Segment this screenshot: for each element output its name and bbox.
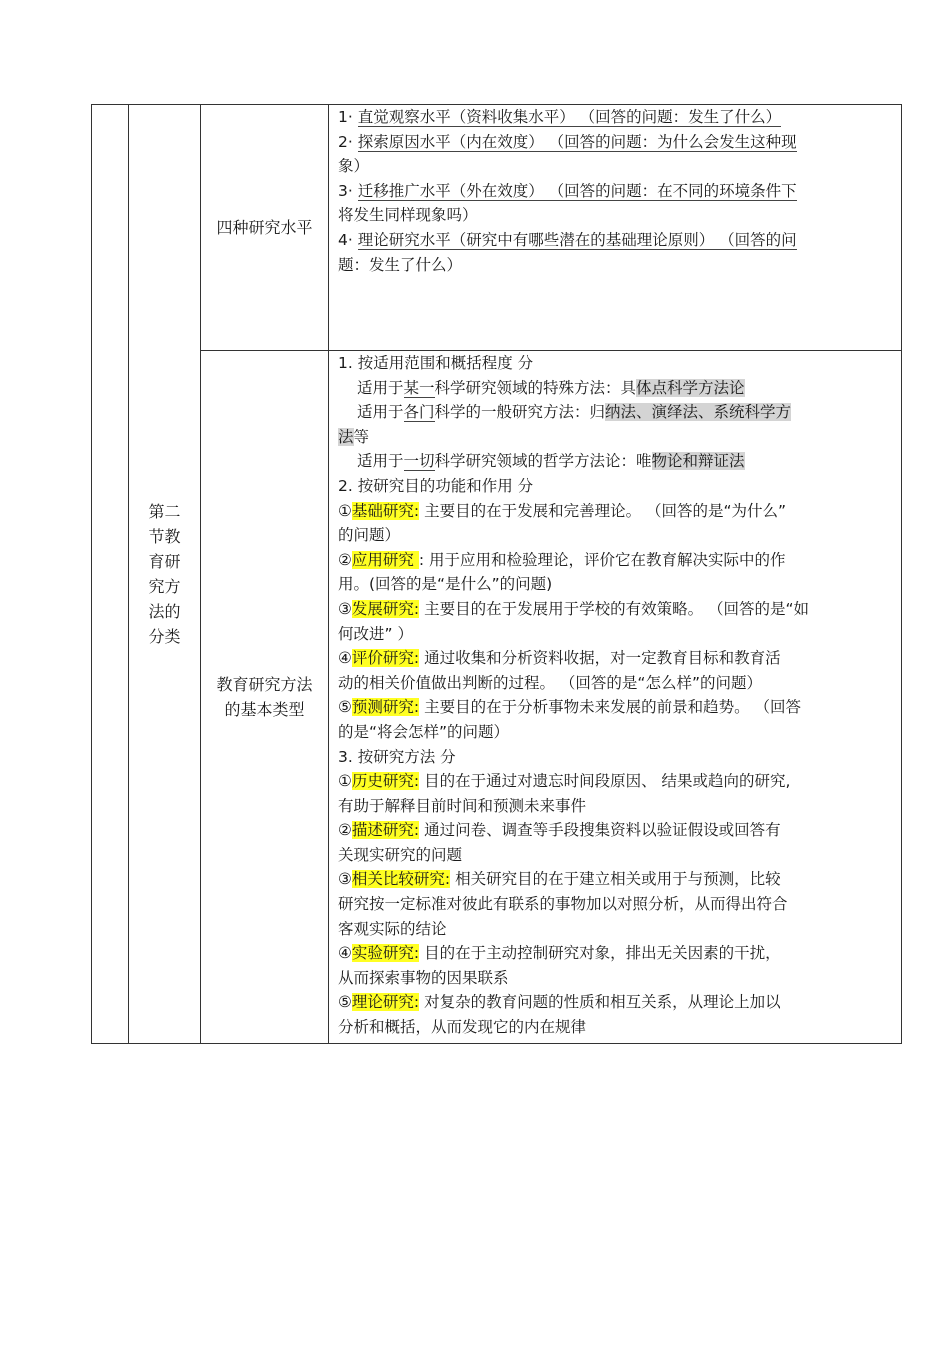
section-title: 第二节教育研究方法的分类 — [148, 502, 181, 646]
item-term: 理论研究: — [351, 993, 420, 1012]
item-term: 应用研究 — [351, 550, 419, 569]
item-line — [338, 1015, 895, 1040]
classification-table — [91, 104, 902, 1044]
research-levels-cell — [329, 105, 902, 351]
level-text: 探索原因水平（内在效度） （回答的问题：为什么会发生这种现 — [357, 132, 797, 151]
scope-highlight: 法 — [338, 427, 354, 446]
item-line — [338, 671, 895, 696]
scope-text: 科学研究领域的特殊方法：具 — [434, 378, 637, 397]
scope-line — [338, 376, 895, 401]
item-text: 通过问卷、调查等手段搜集资料以验证假设或回答有 — [419, 821, 781, 840]
level-text: 迁移推广水平（外在效度） （回答的问题：在不同的环境条件下 — [357, 181, 797, 200]
item-line — [338, 818, 895, 843]
level-number: 4· — [338, 230, 358, 249]
scope-highlight: 物论和辩证法 — [651, 452, 745, 471]
item-text: 的是“将会怎样”的问题） — [338, 722, 510, 741]
level-line — [338, 130, 895, 155]
item-line — [338, 597, 895, 622]
item-text: 从而探索事物的因果联系 — [338, 968, 509, 987]
group-heading: 1. 按适用范围和概括程度 分 — [338, 354, 534, 372]
table-row — [92, 351, 902, 1044]
item-line — [338, 548, 895, 573]
category-cell — [201, 105, 329, 351]
item-text: 主要目的在于发展和完善理论。 （回答的是“为什么” — [419, 501, 787, 520]
item-text: 客观实际的结论 — [338, 919, 447, 938]
level-text: 题：发生了什么） — [338, 255, 463, 274]
item-line — [338, 523, 895, 548]
item-term: 相关比较研究: — [351, 870, 451, 889]
section-title-cell — [129, 105, 201, 1044]
item-number: ③ — [338, 870, 352, 889]
table-row — [92, 105, 902, 351]
scope-underline: 各门 — [403, 403, 435, 422]
item-text: 对复杂的教育问题的性质和相互关系，从理论上加以 — [419, 993, 781, 1012]
item-number: ④ — [338, 944, 352, 963]
item-number: ② — [338, 821, 352, 840]
level-number: 3· — [338, 181, 358, 200]
item-line — [338, 499, 895, 524]
item-text: 有助于解释目前时间和预测未来事件 — [338, 796, 587, 815]
scope-underline: 某一 — [403, 378, 435, 397]
item-text: 通过收集和分析资料收据，对一定教育目标和教育活 — [419, 649, 781, 668]
level-text: 象） — [338, 157, 370, 176]
group-heading: 3. 按研究方法 分 — [338, 747, 456, 766]
item-text: 研究按一定标准对彼此有联系的事物加以对照分析，从而得出符合 — [338, 895, 788, 914]
category-cell — [201, 351, 329, 1044]
item-text: 分析和概括，从而发现它的内在规律 — [338, 1018, 587, 1037]
item-line — [338, 990, 895, 1015]
item-text: 目的在于通过对遗忘时间段原因、 结果或趋向的研究, — [419, 772, 791, 791]
item-line — [338, 646, 895, 671]
level-line — [338, 154, 895, 179]
item-number: ④ — [338, 649, 352, 668]
item-text: 目的在于主动控制研究对象，排出无关因素的干扰， — [419, 944, 781, 963]
item-text: 何改进” ） — [338, 624, 413, 643]
item-text: 主要目的在于发展用于学校的有效策略。 （回答的是“如 — [419, 599, 810, 618]
item-number: ① — [338, 772, 352, 791]
item-number: ⑤ — [338, 993, 352, 1012]
method-types-cell — [329, 351, 902, 1044]
category-label: 四种研究水平 — [216, 218, 313, 237]
level-line — [338, 105, 895, 130]
blank-chapter-cell — [92, 105, 129, 1044]
scope-text: 适用于 — [357, 452, 404, 471]
item-line — [338, 769, 895, 794]
item-line — [338, 892, 895, 917]
scope-text: 科学研究领域的哲学方法论：唯 — [434, 452, 652, 471]
scope-text: 等 — [353, 427, 370, 446]
item-term: 历史研究: — [351, 772, 420, 791]
scope-text: 科学的一般研究方法：归 — [434, 403, 606, 422]
item-line — [338, 941, 895, 966]
item-line — [338, 966, 895, 991]
scope-text: 适用于 — [357, 378, 404, 397]
group-heading: 2. 按研究目的功能和作用 分 — [338, 476, 534, 495]
item-number: ① — [338, 501, 352, 520]
item-line — [338, 794, 895, 819]
scope-line — [338, 400, 895, 425]
scope-line — [338, 425, 895, 450]
item-text: 动的相关价值做出判断的过程。 （回答的是“怎么样”的问题） — [338, 673, 762, 692]
item-text: 相关研究目的在于建立相关或用于与预测，比较 — [450, 870, 781, 889]
scope-text: 适用于 — [357, 403, 404, 422]
level-number: 2· — [338, 132, 358, 151]
item-text: 主要目的在于分析事物未来发展的前景和趋势。 （回答 — [419, 698, 801, 717]
level-text: 理论研究水平（研究中有哪些潜在的基础理论原则） （回答的问 — [357, 230, 797, 249]
level-line — [338, 203, 895, 228]
item-text: 用。(回答的是“是什么”的问题) — [338, 575, 553, 594]
item-term: 描述研究: — [351, 821, 420, 840]
scope-highlight: 纳法、演绎法、系统科学方 — [605, 403, 792, 422]
item-number: ⑤ — [338, 698, 352, 717]
item-line — [338, 572, 895, 597]
level-text: 直觉观察水平（资料收集水平） （回答的问题：发生了什么） — [357, 108, 782, 126]
item-line — [338, 622, 895, 647]
item-line — [338, 917, 895, 942]
item-text: 的问题） — [338, 526, 401, 545]
item-term: 基础研究: — [351, 501, 420, 520]
item-line — [338, 843, 895, 868]
item-term: 发展研究: — [351, 599, 420, 618]
level-line — [338, 179, 895, 204]
level-line — [338, 228, 895, 253]
scope-list — [338, 376, 895, 474]
item-term: 预测研究: — [351, 698, 420, 717]
method-list — [338, 769, 895, 1040]
item-text: : 用于应用和检验理论，评价它在教育解决实际中的作 — [418, 550, 786, 569]
purpose-list — [338, 499, 895, 745]
item-line — [338, 695, 895, 720]
level-number: 1· — [338, 108, 358, 126]
item-line — [338, 720, 895, 745]
category-label: 教育研究方法的基本类型 — [216, 675, 313, 719]
item-term: 评价研究: — [351, 649, 420, 668]
scope-highlight: 体点科学方法论 — [636, 378, 745, 397]
level-line — [338, 253, 895, 278]
level-text: 将发生同样现象吗） — [338, 206, 478, 225]
item-line — [338, 867, 895, 892]
item-number: ③ — [338, 599, 352, 618]
item-text: 关现实研究的问题 — [338, 845, 463, 864]
scope-line — [338, 449, 895, 474]
item-term: 实验研究: — [351, 944, 420, 963]
item-number: ② — [338, 550, 352, 569]
scope-underline: 一切 — [403, 452, 435, 471]
